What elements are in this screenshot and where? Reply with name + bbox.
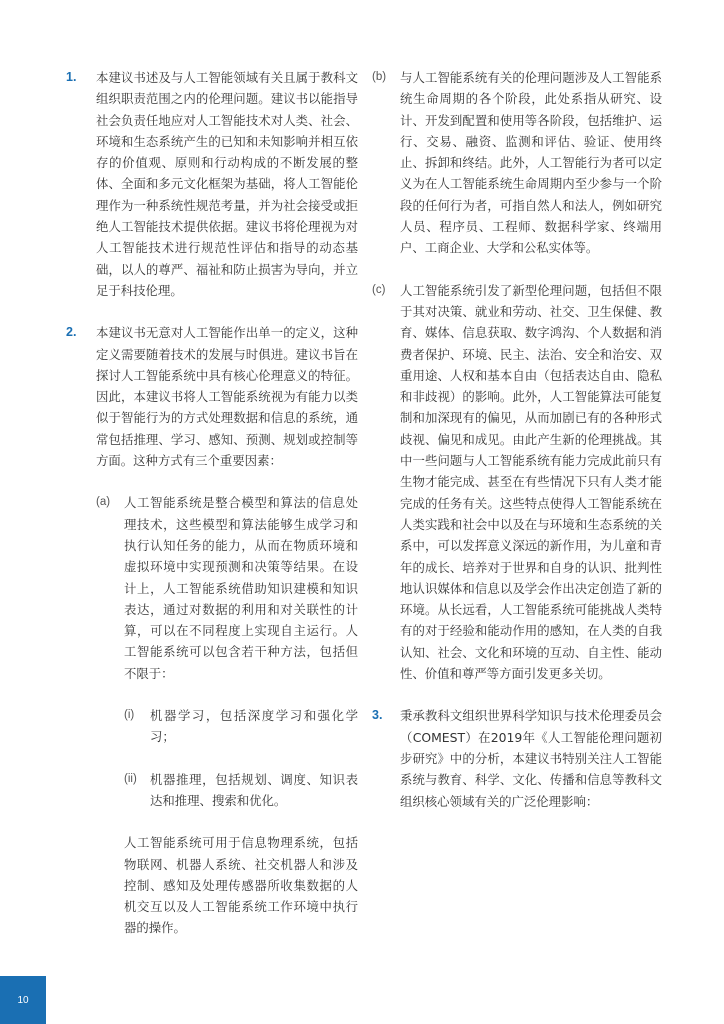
- item-text: 人工智能系统引发了新型伦理问题，包括但不限于其对决策、就业和劳动、社交、卫生保健、教育、媒体、信息获取、数字鸿沟、个人数据和消费者保护、环境、民主、法治、安全和治安、双重用途、人权和基本自由（包括表达自由、隐私和非歧视）的影响。此外，人工智能算法可能复制和加深现有的偏见，从而加剧已有的各种形式歧视、偏见和成见。由此产生新的伦理挑战。其中一些问题与人工智能系统有能力完成此前只有生物才能完成、甚至在有些情况下只有人类才能完成的任务有关。这些特点使得人工智能系统在人类实践和社会中以及在与环境和生态系统的关系中，可以发挥意义深远的新作用，为儿童和青年的成长、培养对于世界和自身的认识、批判性地认识媒体和信息以及学会作出决定创造了新的环境。从长远看，人工智能系统可能挑战人类特有的对于经验和能动作用的感知，在人类的自我认知、社会、文化和环境的互动、自主性、能动性、价值和尊严等方面引发更多关切。: [400, 282, 662, 682]
- paragraph-2: [66, 322, 358, 471]
- paragraph-text: 秉承教科文组织世界科学知识与技术伦理委员会（COMEST）在2019年《人工智能伦理问题初步研究》中的分析，本建议书特别关注人工智能系统与教育、科学、文化、传播和信息等教科文组织核心领域有关的广泛伦理影响：: [400, 708, 662, 809]
- paragraph-number: 1.: [66, 70, 77, 84]
- item-a-continuation: [66, 832, 358, 938]
- item-ii: [66, 769, 358, 812]
- item-text: 机器推理，包括规划、调度、知识表达和推理、搜索和优化。: [150, 771, 358, 808]
- item-label: (a): [96, 496, 111, 509]
- item-text: 机器学习，包括深度学习和强化学习；: [150, 708, 358, 745]
- paragraph-3: [372, 705, 662, 811]
- paragraph-text: 本建议书述及与人工智能领域有关且属于教科文组织职责范围之内的伦理问题。建议书以能指导社会负责任地应对人工智能技术对人类、社会、环境和生态系统产生的已知和未知影响并相互依存的价值观、原则和行动构成的不断发展的整体、全面和多元文化框架为基础，将人工智能伦理作为一种系统性规范考量，并为社会接受或拒绝人工智能技术提供依据。建议书将伦理视为对人工智能技术进行规范性评估和指导的动态基础，以人的尊严、福祉和防止损害为导向，并立足于科技伦理。: [96, 70, 358, 298]
- item-label: (b): [372, 71, 387, 83]
- item-text: 与人工智能系统有关的伦理问题涉及人工智能系统生命周期的各个阶段，此处系指从研究、设计、开发到配置和使用等各阶段，包括维护、运行、交易、融资、监测和评估、验证、使用终止、拆卸和终结。此外，人工智能行为者可以定义为在人工智能系统生命周期内至少参与一个阶段的任何行为者，可指自然人和法人，例如研究人员、程序员、工程师、数据科学家、终端用户、工商企业、大学和公私实体等。: [400, 70, 662, 256]
- item-label: (ii): [124, 772, 137, 785]
- item-i: [66, 705, 358, 748]
- paragraph-text: 人工智能系统可用于信息物理系统，包括物联网、机器人系统、社交机器人和涉及控制、感知及处理传感器所收集数据的人机交互以及人工智能系统工作环境中执行器的操作。: [124, 835, 358, 936]
- right-column: [372, 67, 662, 812]
- item-label: (i): [124, 709, 135, 722]
- item-b: [372, 67, 662, 259]
- paragraph-1: [66, 67, 358, 301]
- left-column: [66, 67, 358, 939]
- page-number: 10: [17, 994, 29, 1006]
- paragraph-number: 2.: [66, 325, 77, 340]
- item-c: [372, 280, 662, 685]
- paragraph-text: 本建议书无意对人工智能作出单一的定义，这种定义需要随着技术的发展与时俱进。建议书旨在探讨人工智能系统中具有核心伦理意义的特征。因此，本建议书将人工智能系统视为有能力以类似于智能行为的方式处理数据和信息的系统，通常包括推理、学习、感知、预测、规划或控制等方面。这种方式有三个重要因素：: [96, 325, 358, 469]
- paragraph-number: 3.: [372, 708, 383, 723]
- item-label: (c): [372, 283, 386, 296]
- page-number-tab: [0, 976, 46, 1024]
- item-text: 人工智能系统是整合模型和算法的信息处理技术，这些模型和算法能够生成学习和执行认知任务的能力，从而在物质环境和虚拟环境中实现预测和决策等结果。在设计上，人工智能系统借助知识建模和知识表达，通过对数据的利用和对关联性的计算，可以在不同程度上实现自主运行。人工智能系统可以包含若干种方法，包括但不限于：: [124, 495, 358, 681]
- item-a: [66, 492, 358, 684]
